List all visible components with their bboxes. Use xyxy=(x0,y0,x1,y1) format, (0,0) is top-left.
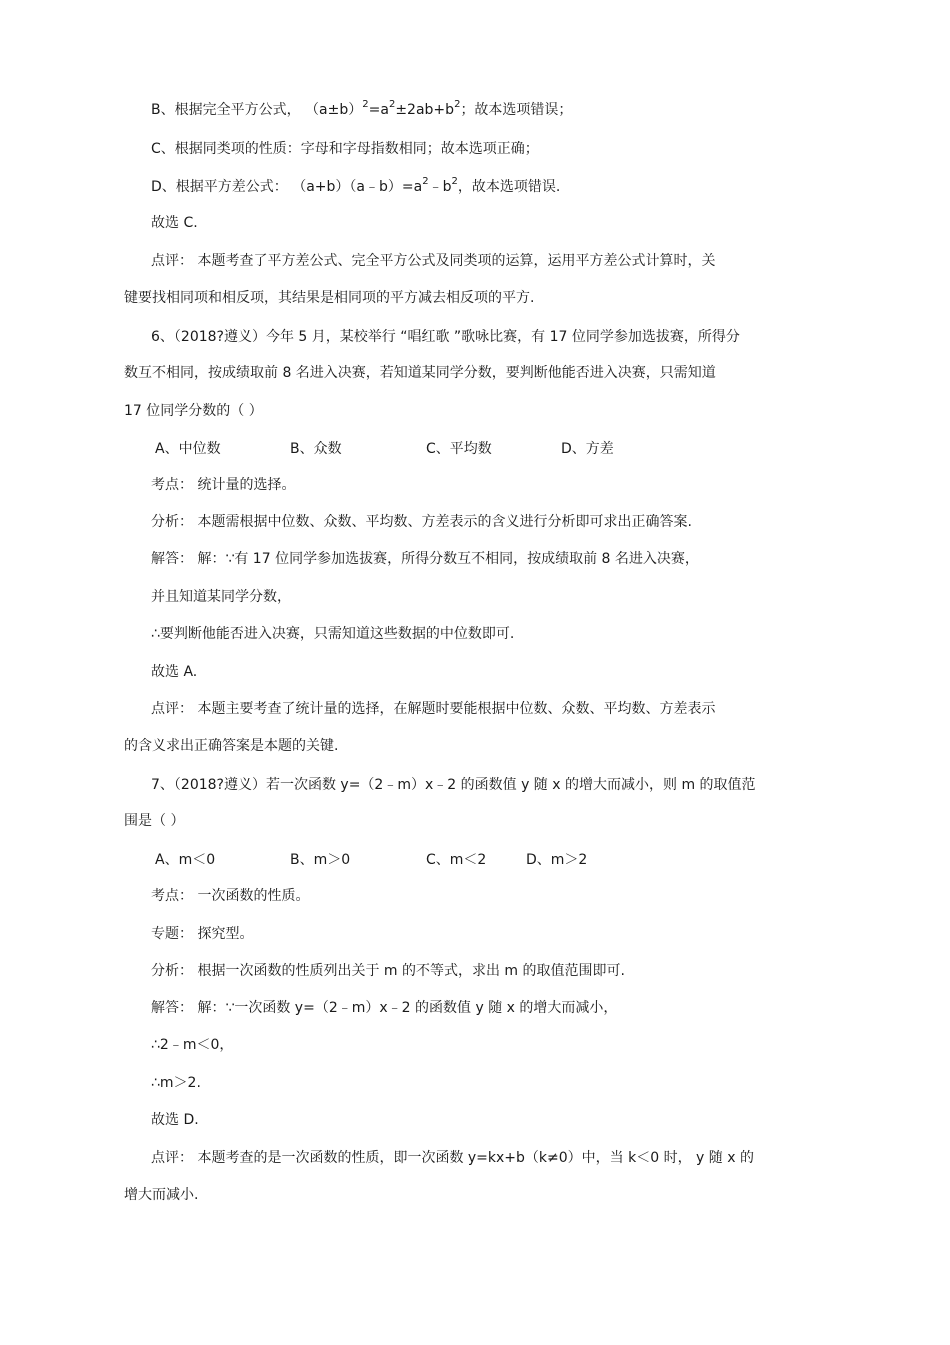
q5-choice: 故选 C. xyxy=(151,215,198,231)
q6-option-a: A、中位数 xyxy=(155,441,221,457)
q6-comment-line-2: 的含义求出正确答案是本题的关键. xyxy=(124,738,339,754)
q5-option-b-explanation: B、根据完全平方公式， $(a\pm b)^2=a^2\pm 2ab+b^2$；故本选项错误； xyxy=(151,99,573,118)
q7-stem-line-2: 围是（ ） xyxy=(124,813,185,829)
q6-option-c: C、平均数 xyxy=(426,441,492,457)
q7-option-b: B、m＞0 xyxy=(290,852,351,868)
q7-topic: 专题： 探究型。 xyxy=(151,926,254,942)
q7-comment-line-2: 增大而减小. xyxy=(124,1187,199,1203)
q6-choice: 故选 A. xyxy=(151,664,198,680)
q6-answer-line-3: ∴要判断他能否进入决赛，只需知道这些数据的中位数即可. xyxy=(151,626,515,642)
q7-answer-line-1: 解答： 解：∵一次函数 y=（2﹣m）x﹣2 的函数值 y 随 x 的增大而减小， xyxy=(151,1000,618,1016)
q6-stem-line-3: 17 位同学分数的（ ） xyxy=(124,403,263,419)
q6-stem-line-2: 数互不相同，按成绩取前 8 名进入决赛，若知道某同学分数，要判断他能否进入决赛，只需知道 xyxy=(124,365,716,381)
q7-answer-line-3: ∴m＞2. xyxy=(151,1075,201,1091)
q6-answer-line-2: 并且知道某同学分数， xyxy=(151,589,291,605)
q7-analysis: 分析： 根据一次函数的性质列出关于 m 的不等式，求出 m 的取值范围即可. xyxy=(151,963,625,979)
q7-point: 考点： 一次函数的性质。 xyxy=(151,888,310,904)
q6-comment-line-1: 点评： 本题主要考查了统计量的选择，在解题时要能根据中位数、众数、平均数、方差表示 xyxy=(151,701,716,717)
q5-option-d-explanation: D、根据平方差公式： $(a+b)(a﹣b)=a^2﹣b^2$，故本选项错误. xyxy=(151,176,561,195)
q6-option-d: D、方差 xyxy=(561,441,614,457)
q7-option-c: C、m＜2 xyxy=(426,852,487,868)
q7-comment-line-1: 点评： 本题考查的是一次函数的性质，即一次函数 y=kx+b（k≠0）中，当 k＜0 时， y 随 x 的 xyxy=(151,1150,754,1166)
q6-point: 考点： 统计量的选择。 xyxy=(151,477,296,493)
q7-option-a: A、m＜0 xyxy=(155,852,216,868)
q7-choice: 故选 D. xyxy=(151,1112,199,1128)
q5-comment-line-1: 点评： 本题考查了平方差公式、完全平方公式及同类项的运算，运用平方差公式计算时，关 xyxy=(151,253,716,269)
q6-stem-line-1: 6、（2018?遵义）今年 5 月，某校举行 “唱红歌 ”歌咏比赛，有 17 位同学参加选拔赛，所得分 xyxy=(151,329,740,345)
q7-option-d: D、m＞2 xyxy=(526,852,588,868)
q7-stem-line-1: 7、（2018?遵义）若一次函数 y=（2﹣m）x﹣2 的函数值 y 随 x 的增大而减小，则 m 的取值范 xyxy=(151,777,756,793)
q6-option-b: B、众数 xyxy=(290,441,342,457)
q6-answer-line-1: 解答： 解：∵有 17 位同学参加选拔赛，所得分数互不相同，按成绩取前 8 名进入决赛， xyxy=(151,551,699,567)
q5-comment-line-2: 键要找相同项和相反项，其结果是相同项的平方减去相反项的平方. xyxy=(124,290,535,306)
q7-answer-line-2: ∴2﹣m＜0， xyxy=(151,1037,234,1053)
q6-analysis: 分析： 本题需根据中位数、众数、平均数、方差表示的含义进行分析即可求出正确答案. xyxy=(151,514,692,530)
q5-option-c-explanation: C、根据同类项的性质：字母和字母指数相同；故本选项正确； xyxy=(151,141,539,157)
